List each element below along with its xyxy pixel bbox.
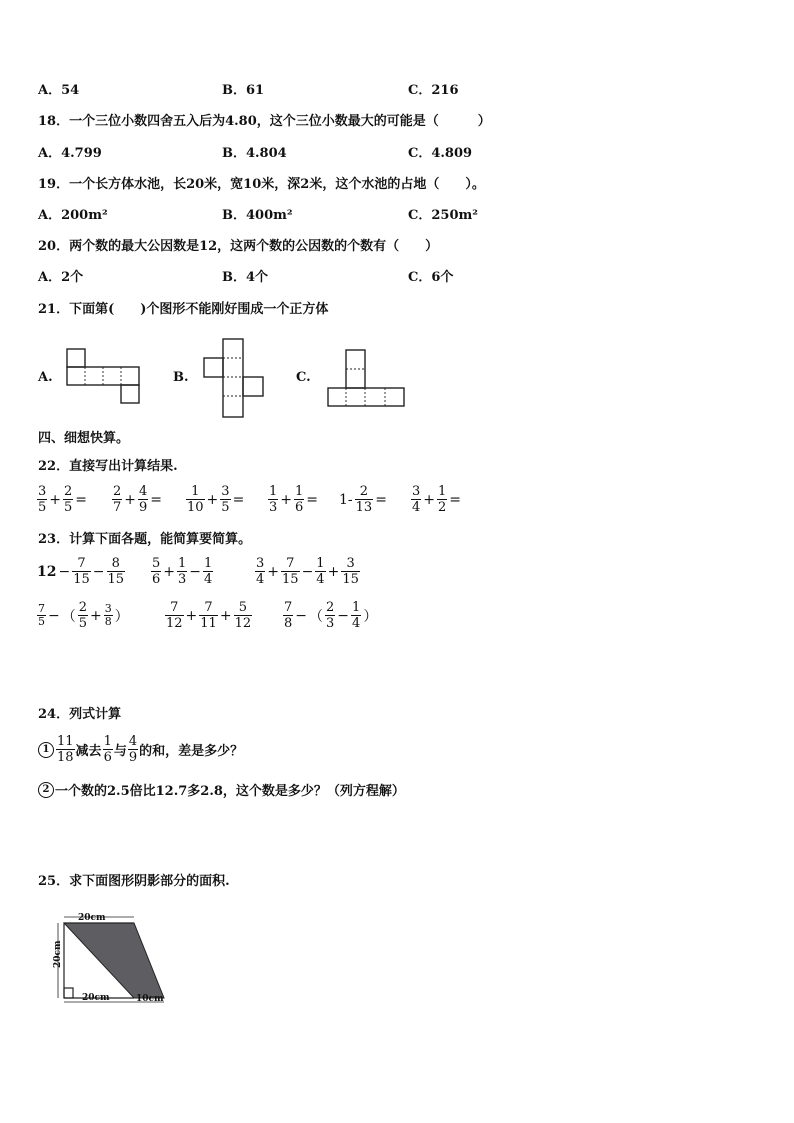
q20-option-c: C．6个 <box>408 270 454 285</box>
q24-question: 24．列式计算 <box>38 707 122 722</box>
q21-label-b: B. <box>173 370 189 385</box>
q18-option-b: B．4.804 <box>222 146 287 161</box>
q19-option-c: C．250m² <box>408 208 478 223</box>
cube-net-c <box>325 347 407 409</box>
q22-question: 22．直接写出计算结果. <box>38 459 178 474</box>
q20-option-b: B．4个 <box>222 270 269 285</box>
q24-part-2: 2 一个数的2.5倍比12.7多2.8，这个数是多少？（列方程解） <box>38 780 405 799</box>
label-right: 10cm <box>136 994 164 1004</box>
q18-question: 18．一个三位小数四舍五入后为4.80，这个三位小数最大的可能是（ ） <box>38 114 491 129</box>
cube-net-b <box>201 337 267 419</box>
q23-question: 23．计算下面各题，能简算要简算。 <box>38 532 252 547</box>
q20-question: 20．两个数的最大公因数是12，这两个数的公因数的个数有（ ） <box>38 239 439 254</box>
q17-option-b: B．61 <box>222 83 265 98</box>
q24-part-1: 1 $\frac{11}{18}$ 减去 $\frac{1}{6}$ 与 $\frac{4}{9}$ 的和，差是多少？ <box>38 734 243 765</box>
q25-question: 25．求下面图形阴影部分的面积. <box>38 874 230 889</box>
q21-label-c: C. <box>296 370 311 385</box>
circled-number-2: 2 <box>38 782 54 798</box>
q23-expr-2: $\frac{5}{6}$ + $\frac{1}{3}$ − $\frac{1}{4}$ <box>152 556 213 587</box>
q19-option-a: A．200m² <box>38 208 108 223</box>
shaded-trapezoid-figure <box>48 908 170 1004</box>
q20-option-a: A．2个 <box>38 270 84 285</box>
q18-option-c: C．4.809 <box>408 146 473 161</box>
cube-net-a <box>64 347 142 407</box>
q19-question: 19．一个长方体水池，长20米，宽10米，深2米，这个水池的占地（ ）。 <box>38 177 485 192</box>
q22-expr-5: 1- $\frac{2}{13}$ = <box>339 484 387 515</box>
shaded-region <box>64 923 164 998</box>
q21-question: 21．下面第( )个图形不能刚好围成一个正方体 <box>38 302 329 317</box>
q18-option-a: A．4.799 <box>38 146 102 161</box>
label-left: 20cm <box>53 940 63 968</box>
circled-number-1: 1 <box>38 742 54 758</box>
q23-expr-5: $\frac{7}{12}$ + $\frac{7}{11}$ + $\frac{5}{12}$ <box>166 600 252 631</box>
q22-expr-6: $\frac{3}{4}$ + $\frac{1}{2}$ = <box>412 484 462 515</box>
q23-expr-3: $\frac{3}{4}$ + $\frac{7}{15}$ − $\frac{1}{4}$ + $\frac{3}{15}$ <box>256 556 359 587</box>
q22-expr-2: $\frac{2}{7}$ + $\frac{4}{9}$ = <box>113 484 163 515</box>
label-bottom: 20cm <box>82 993 110 1003</box>
label-top: 20cm <box>78 913 106 923</box>
q22-expr-3: $\frac{1}{10}$ + $\frac{3}{5}$ = <box>187 484 245 515</box>
q17-option-c: C．216 <box>408 83 459 98</box>
q17-option-a: A．54 <box>38 83 80 98</box>
q21-label-a: A. <box>38 370 53 385</box>
q19-option-b: B．400m² <box>222 208 293 223</box>
q22-expr-1: $\frac{3}{5}$ + $\frac{2}{5}$ = <box>38 484 88 515</box>
q23-expr-1: 12 − $\frac{7}{15}$ − $\frac{8}{15}$ <box>37 556 125 587</box>
q22-expr-4: $\frac{1}{3}$ + $\frac{1}{6}$ = <box>269 484 319 515</box>
q23-expr-6: $\frac{7}{8}$ − （ $\frac{2}{3}$ − $\frac{1}{4}$ ） <box>284 600 378 631</box>
section-4-heading: 四、细想快算。 <box>38 431 130 446</box>
q23-expr-4: $\frac{7}{5}$ − （ $\frac{2}{5}$ + $\frac{3}{8}$ ） <box>38 600 129 631</box>
